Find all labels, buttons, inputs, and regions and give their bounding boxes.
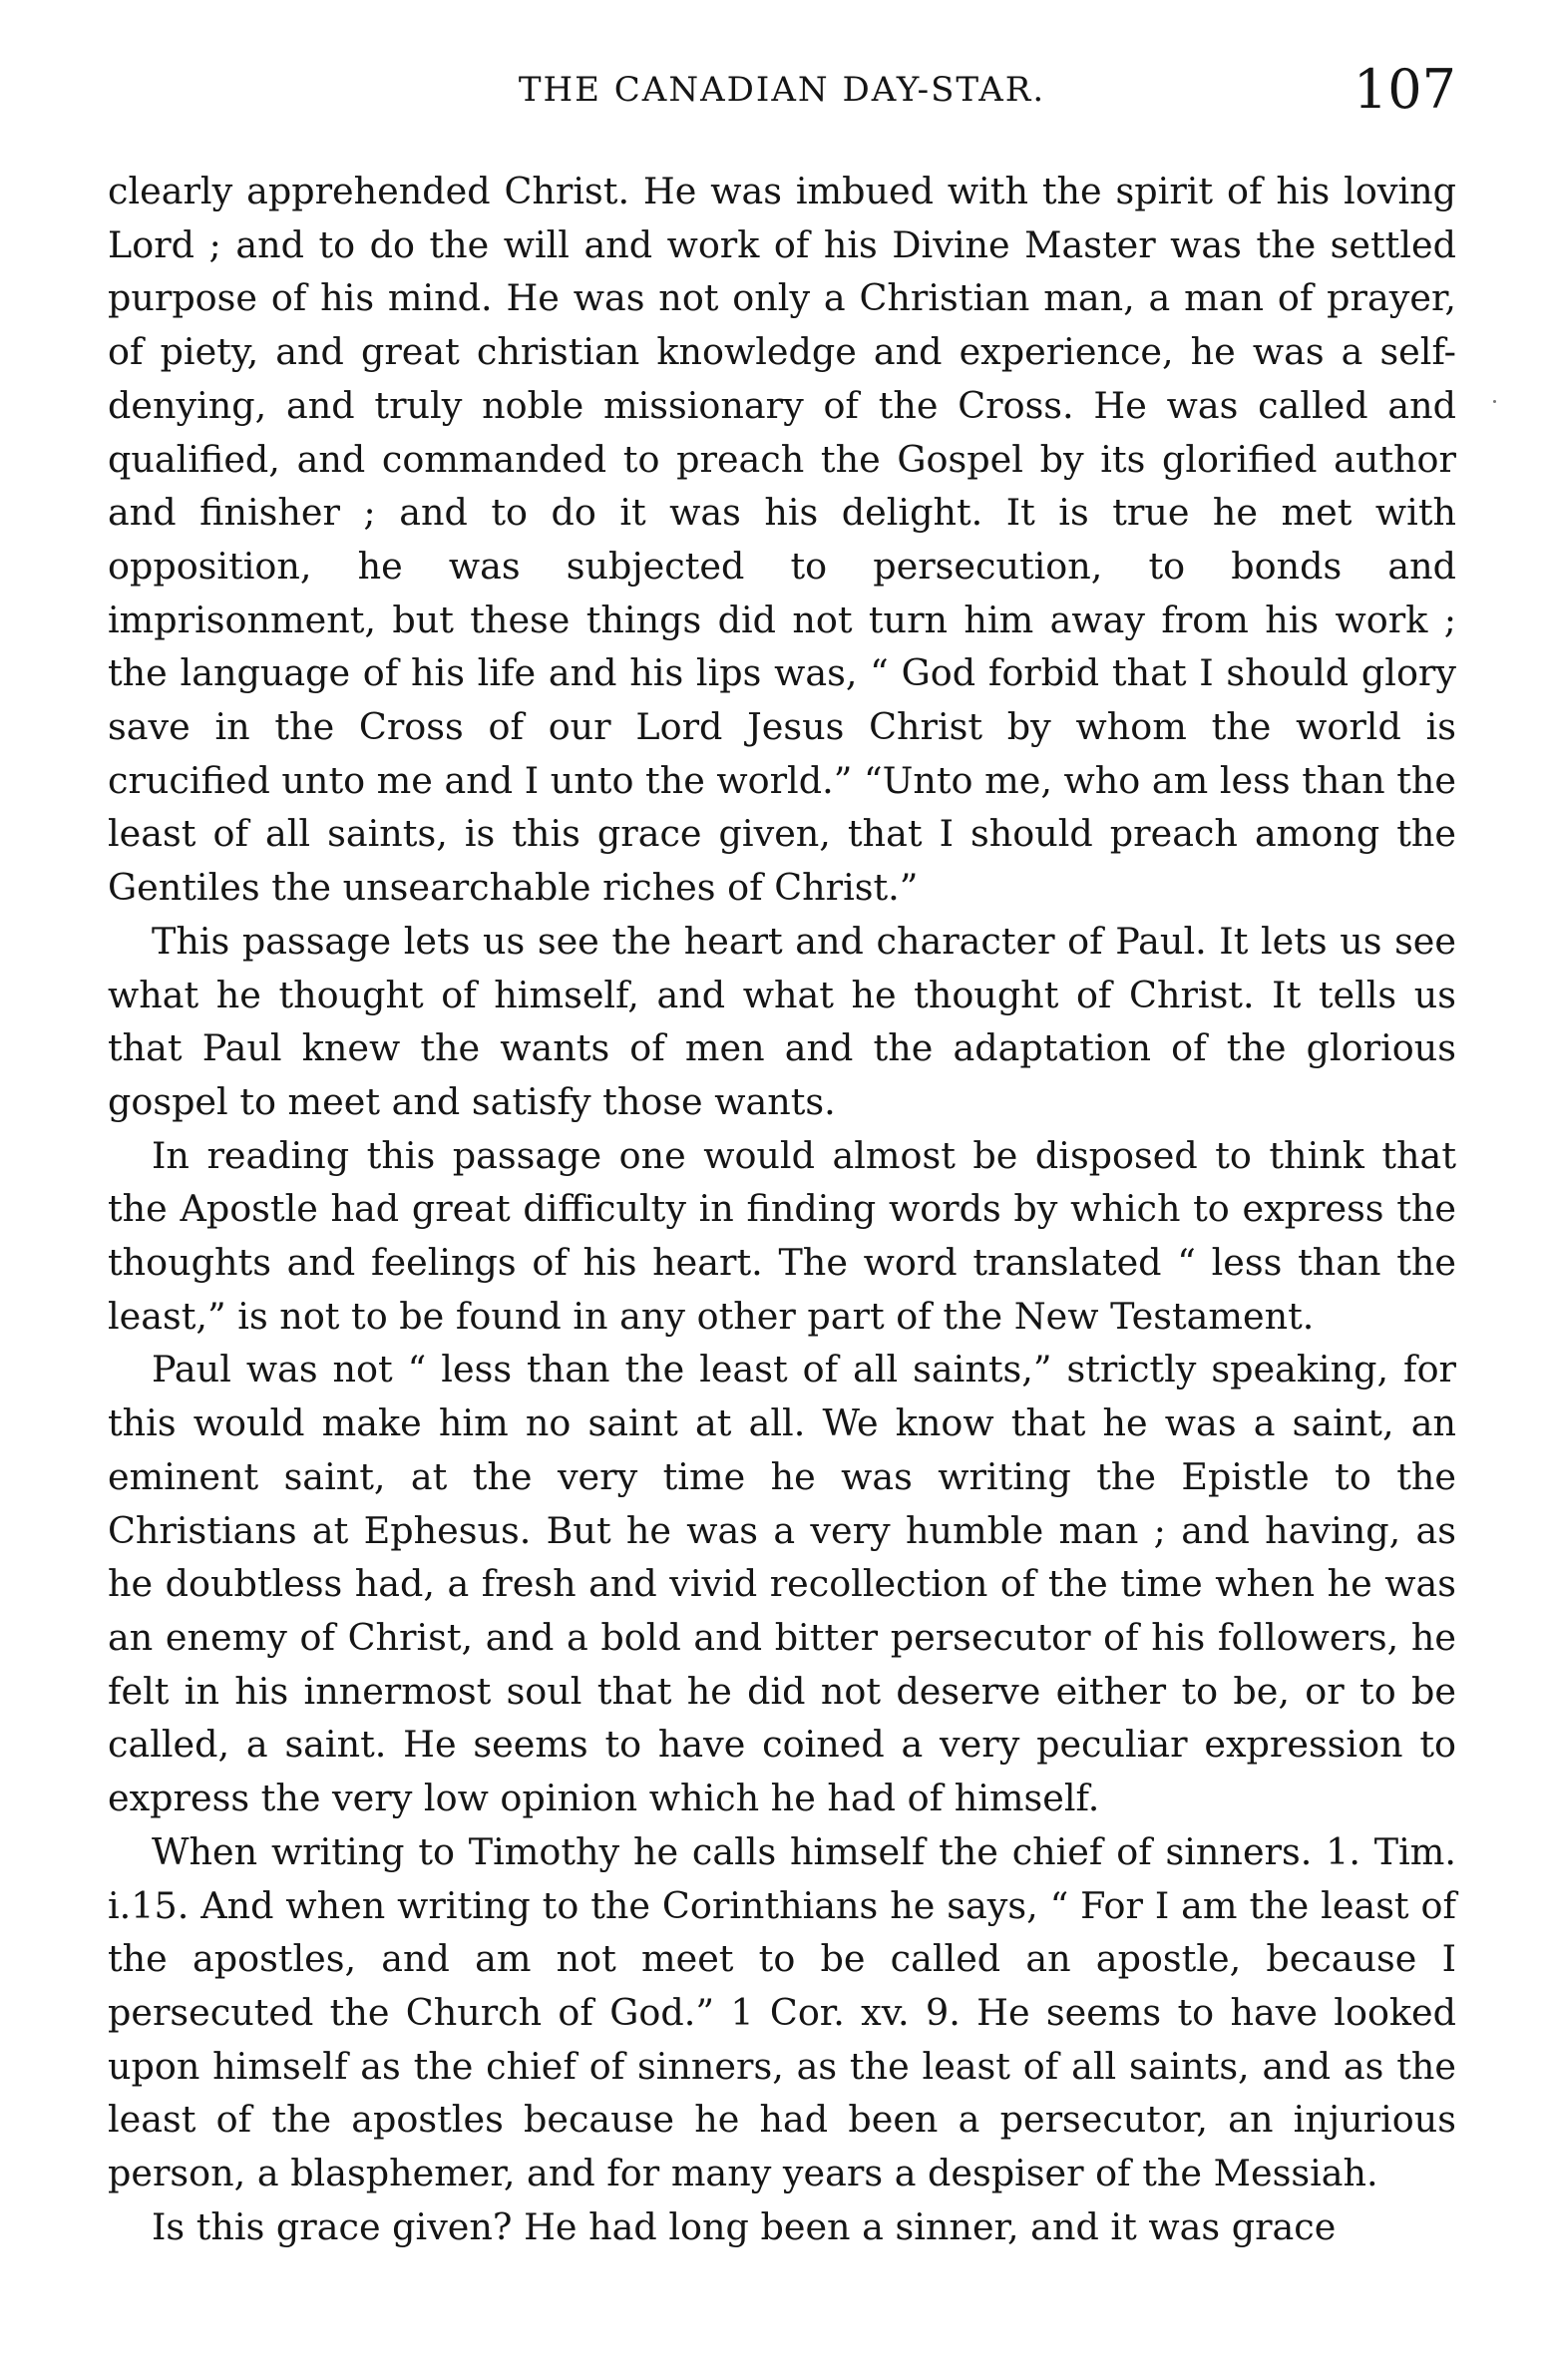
running-title: THE CANADIAN DAY-STAR. — [518, 70, 1046, 110]
page-number: 107 — [1353, 58, 1456, 121]
body-text — [108, 165, 1456, 2253]
paragraph-2: This passage lets us see the heart and character of Paul. It lets us see what he thought of himself, and what he thought of Christ. It tells us that Paul knew the wants of men and the adaptation of the glorious gospel to meet and satisfy those wants. — [108, 919, 1456, 1123]
paragraph-3: In reading this passage one would almost be disposed to think that the Apostle had great difficulty in finding words by which to express the thoughts and feelings of his heart. The word translated “ less than the least,” is not to be found in any other part of the New Testament. — [108, 1133, 1456, 1338]
paragraph-1: clearly apprehended Christ. He was imbued with the spirit of his loving Lord ; and to do the will and work of his Divine Master was the settled purpose of his mind. He was not only a Christian man, a man of prayer, of piety, and great christian knowledge and experience, he was a self-denying, and truly noble missionary of the Cross. He was called and qualified, and commanded to preach the Gospel by its glorified author and finisher ; and to do it was his delight. It is true he met with opposition, he was subjected to persecution, to bonds and imprisonment, but these things did not turn him away from his work ; the language of his life and his lips was, “ God forbid that I should glory save in the Cross of our Lord Jesus Christ by whom the world is crucified unto me and I unto the world.” “Unto me, who am less than the least of all saints, is this grace given, that I should preach among the Gentiles the unsearchable riches of Christ.” — [108, 170, 1457, 910]
paragraph-5: When writing to Timothy he calls himself the chief of sinners. 1. Tim. i.15. And when writing to the Corinthians he says, “ For I am the least of the apostles, and am not meet to be called an apostle, because I persecuted the Church of God.” 1 Cor. xv. 9. He seems to have looked upon himself as the chief of sinners, as the least of all saints, and as the least of the apostles because he had been a persecutor, an injurious person, a blasphemer, and for many years a despiser of the Messiah. — [108, 1829, 1456, 2195]
paragraph-6: Is this grace given? He had long been a sinner, and it was grace — [152, 2204, 1337, 2248]
running-head — [108, 58, 1456, 128]
scan-mark — [1493, 400, 1496, 403]
paragraph-4: Paul was not “ less than the least of all saints,” strictly speaking, for this would make him no saint at all. We know that he was a saint, an eminent saint, at the very time he was writing the Epistle to the Christians at Ephesus. But he was a very humble man ; and having, as he doubtless had, a fresh and vivid recollection of the time when he was an enemy of Christ, and a bold and bitter persecutor of his followers, he felt in his innermost soul that he did not deserve either to be, or to be called, a saint. He seems to have coined a very peculiar expression to express the very low opinion which he had of himself. — [108, 1348, 1456, 1820]
